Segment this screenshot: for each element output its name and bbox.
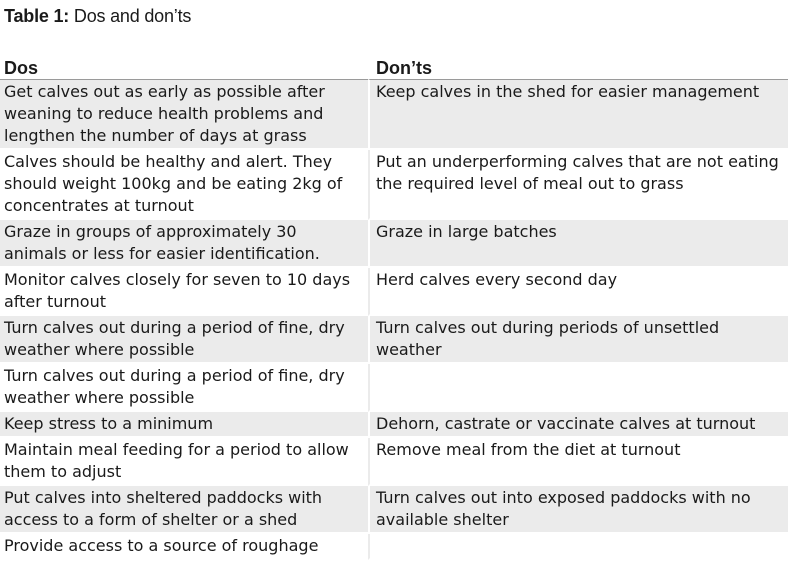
donts-cell: Turn calves out during periods of unsettled weather (368, 316, 788, 364)
donts-cell: Dehorn, castrate or vaccinate calves at turnout (368, 412, 788, 438)
table-row (0, 534, 788, 560)
dos-cell: Calves should be healthy and alert. They should weight 100kg and be eating 2kg of concentrates at turnout (0, 150, 368, 220)
table-row (0, 486, 788, 534)
donts-cell: Graze in large batches (368, 220, 788, 268)
table-row (0, 412, 788, 438)
dos-cell: Graze in groups of approximately 30 animals or less for easier identification. (0, 220, 368, 268)
table-row (0, 316, 788, 364)
table-row (0, 364, 788, 412)
dos-cell: Put calves into sheltered paddocks with access to a form of shelter or a shed (0, 486, 368, 534)
caption-text: Dos and don’ts (73, 6, 192, 26)
donts-cell (368, 364, 788, 412)
donts-cell: Remove meal from the diet at turnout (368, 438, 788, 486)
donts-cell: Herd calves every second day (368, 268, 788, 316)
dos-cell: Monitor calves closely for seven to 10 days after turnout (0, 268, 368, 316)
table-row (0, 438, 788, 486)
dos-cell: Maintain meal feeding for a period to allow them to adjust (0, 438, 368, 486)
table-caption (4, 6, 191, 27)
donts-cell: Put an underperforming calves that are not eating the required level of meal out to grass (368, 150, 788, 220)
column-header-dos: Dos (0, 55, 368, 80)
dos-donts-table (0, 55, 788, 560)
dos-cell: Turn calves out during a period of fine, dry weather where possible (0, 316, 368, 364)
table-header-row (0, 55, 788, 80)
table-row (0, 80, 788, 150)
table-row (0, 220, 788, 268)
donts-cell (368, 534, 788, 560)
dos-cell: Turn calves out during a period of fine, dry weather where possible (0, 364, 368, 412)
dos-cell: Get calves out as early as possible after weaning to reduce health problems and lengthen the number of days at grass (0, 80, 368, 150)
dos-cell: Provide access to a source of roughage (0, 534, 368, 560)
donts-cell: Keep calves in the shed for easier management (368, 80, 788, 150)
dos-cell: Keep stress to a minimum (0, 412, 368, 438)
column-header-donts: Don’ts (368, 55, 788, 80)
table-row (0, 150, 788, 220)
caption-label: Table 1: (4, 6, 70, 26)
donts-cell: Turn calves out into exposed paddocks with no available shelter (368, 486, 788, 534)
table-row (0, 268, 788, 316)
